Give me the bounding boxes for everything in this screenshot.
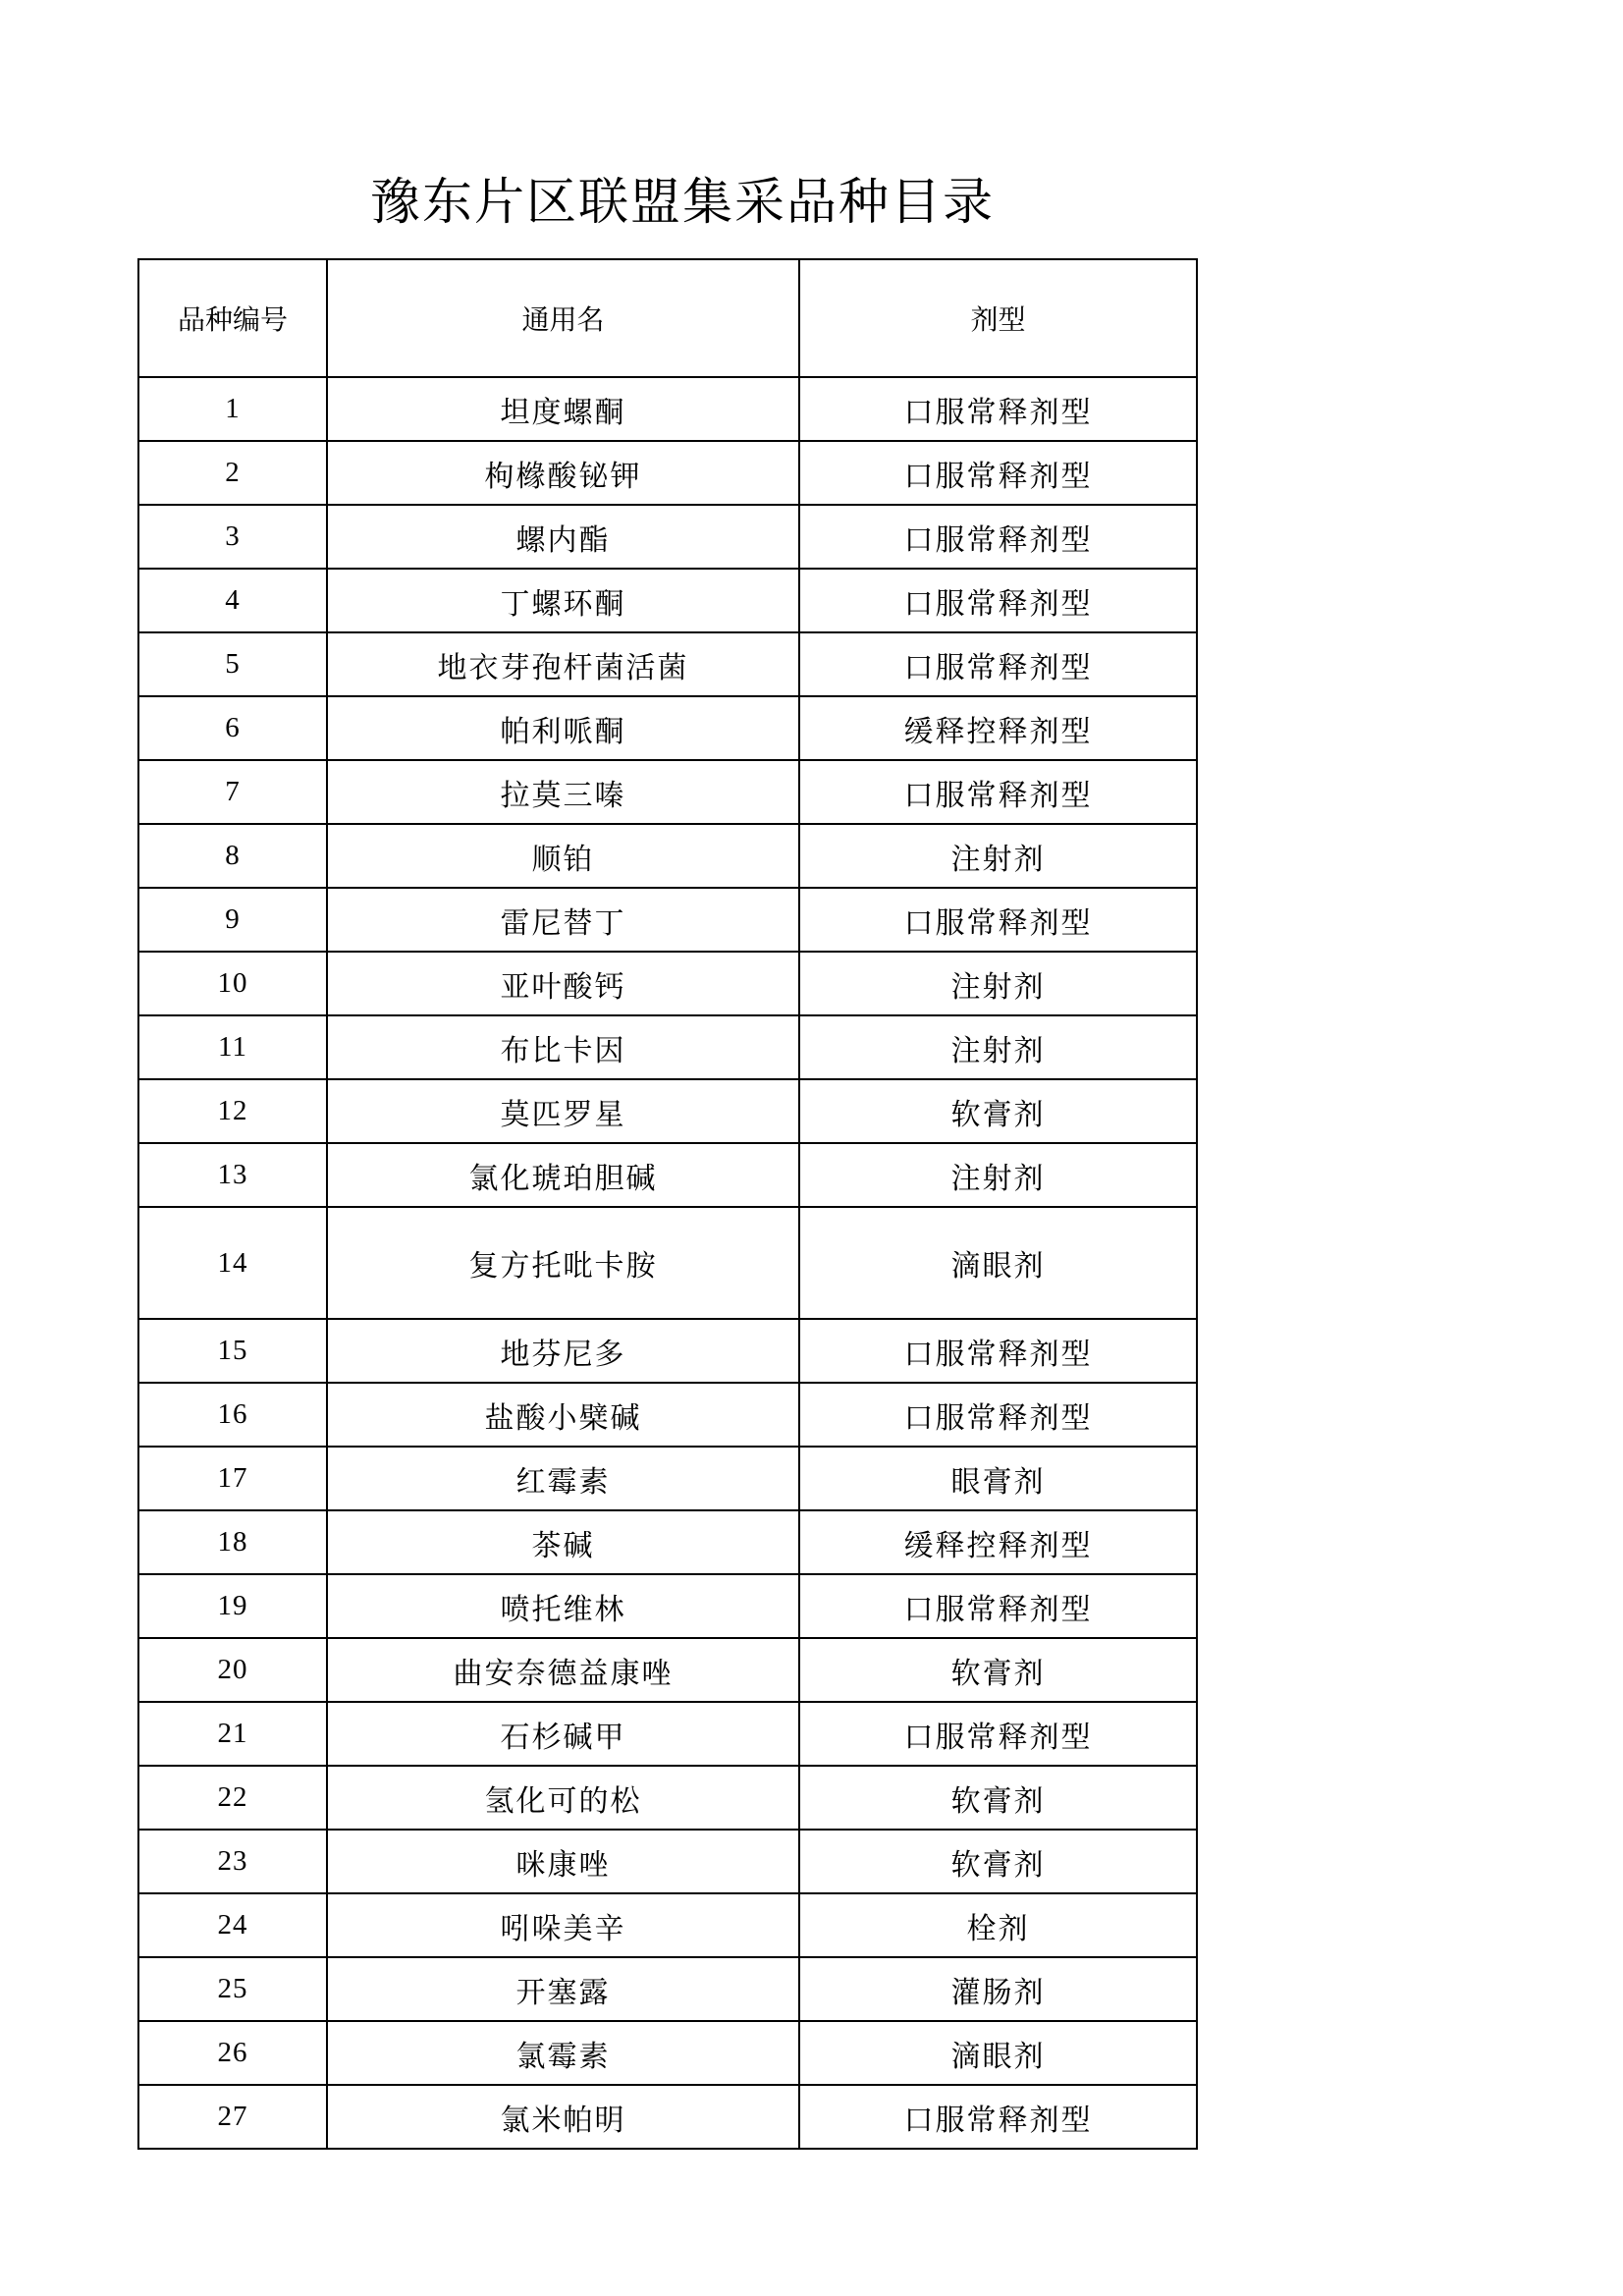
row-generic-name: 茶碱: [327, 1510, 799, 1574]
row-number: 9: [138, 888, 327, 952]
table-row: [138, 1015, 1197, 1079]
row-generic-name: 红霉素: [327, 1447, 799, 1510]
document-title: 豫东片区联盟集采品种目录: [370, 174, 996, 232]
row-dosage-form: 滴眼剂: [799, 2021, 1197, 2085]
row-number: 23: [138, 1830, 327, 1893]
row-number: 21: [138, 1702, 327, 1766]
row-generic-name: 丁螺环酮: [327, 569, 799, 632]
table-row: [138, 952, 1197, 1015]
row-dosage-form: 口服常释剂型: [799, 760, 1197, 824]
row-dosage-form: 缓释控释剂型: [799, 1510, 1197, 1574]
row-generic-name: 氯化琥珀胆碱: [327, 1143, 799, 1207]
table-row: [138, 1574, 1197, 1638]
row-dosage-form: 口服常释剂型: [799, 1574, 1197, 1638]
row-number: 19: [138, 1574, 327, 1638]
row-number: 3: [138, 505, 327, 569]
row-number: 10: [138, 952, 327, 1015]
row-dosage-form: 口服常释剂型: [799, 888, 1197, 952]
row-generic-name: 雷尼替丁: [327, 888, 799, 952]
row-number: 25: [138, 1957, 327, 2021]
table-row: [138, 632, 1197, 696]
row-number: 7: [138, 760, 327, 824]
row-dosage-form: 注射剂: [799, 1143, 1197, 1207]
table-row: [138, 888, 1197, 952]
row-generic-name: 氢化可的松: [327, 1766, 799, 1830]
row-number: 18: [138, 1510, 327, 1574]
row-number: 6: [138, 696, 327, 760]
row-generic-name: 莫匹罗星: [327, 1079, 799, 1143]
table-row: [138, 1510, 1197, 1574]
row-number: 17: [138, 1447, 327, 1510]
header-dosage-form: 剂型: [799, 259, 1197, 377]
row-dosage-form: 缓释控释剂型: [799, 696, 1197, 760]
row-dosage-form: 口服常释剂型: [799, 505, 1197, 569]
table-row: [138, 377, 1197, 441]
table-row: [138, 2021, 1197, 2085]
row-generic-name: 地芬尼多: [327, 1319, 799, 1383]
row-dosage-form: 软膏剂: [799, 1638, 1197, 1702]
row-number: 26: [138, 2021, 327, 2085]
row-generic-name: 亚叶酸钙: [327, 952, 799, 1015]
header-generic-name: 通用名: [327, 259, 799, 377]
row-number: 12: [138, 1079, 327, 1143]
table-row: [138, 569, 1197, 632]
table-row: [138, 1143, 1197, 1207]
row-generic-name: 吲哚美辛: [327, 1893, 799, 1957]
row-generic-name: 喷托维林: [327, 1574, 799, 1638]
row-generic-name: 拉莫三嗪: [327, 760, 799, 824]
table-row: [138, 1447, 1197, 1510]
row-number: 27: [138, 2085, 327, 2149]
row-dosage-form: 软膏剂: [799, 1766, 1197, 1830]
row-generic-name: 布比卡因: [327, 1015, 799, 1079]
row-number: 16: [138, 1383, 327, 1447]
table-row: [138, 1702, 1197, 1766]
table-row: [138, 2085, 1197, 2149]
row-generic-name: 开塞露: [327, 1957, 799, 2021]
row-number: 11: [138, 1015, 327, 1079]
row-generic-name: 石杉碱甲: [327, 1702, 799, 1766]
row-generic-name: 螺内酯: [327, 505, 799, 569]
row-generic-name: 帕利哌酮: [327, 696, 799, 760]
row-dosage-form: 栓剂: [799, 1893, 1197, 1957]
table-row: [138, 1893, 1197, 1957]
table-row: [138, 441, 1197, 505]
row-generic-name: 地衣芽孢杆菌活菌: [327, 632, 799, 696]
row-dosage-form: 口服常释剂型: [799, 2085, 1197, 2149]
table-row: [138, 1830, 1197, 1893]
row-dosage-form: 口服常释剂型: [799, 569, 1197, 632]
row-number: 8: [138, 824, 327, 888]
row-dosage-form: 口服常释剂型: [799, 1383, 1197, 1447]
row-dosage-form: 眼膏剂: [799, 1447, 1197, 1510]
row-dosage-form: 灌肠剂: [799, 1957, 1197, 2021]
row-number: 14: [138, 1207, 327, 1319]
table-row: [138, 1207, 1197, 1319]
table-row: [138, 696, 1197, 760]
row-number: 13: [138, 1143, 327, 1207]
table-row: [138, 824, 1197, 888]
row-dosage-form: 口服常释剂型: [799, 1702, 1197, 1766]
row-generic-name: 曲安奈德益康唑: [327, 1638, 799, 1702]
row-number: 5: [138, 632, 327, 696]
row-generic-name: 复方托吡卡胺: [327, 1207, 799, 1319]
header-number: 品种编号: [138, 259, 327, 377]
table-row: [138, 1766, 1197, 1830]
row-generic-name: 坦度螺酮: [327, 377, 799, 441]
row-dosage-form: 口服常释剂型: [799, 632, 1197, 696]
row-number: 4: [138, 569, 327, 632]
table-row: [138, 760, 1197, 824]
row-dosage-form: 口服常释剂型: [799, 1319, 1197, 1383]
row-dosage-form: 注射剂: [799, 824, 1197, 888]
row-generic-name: 氯米帕明: [327, 2085, 799, 2149]
row-dosage-form: 注射剂: [799, 1015, 1197, 1079]
table-row: [138, 1079, 1197, 1143]
row-number: 20: [138, 1638, 327, 1702]
table-row: [138, 505, 1197, 569]
drug-catalog-table: [137, 258, 1198, 2150]
row-generic-name: 氯霉素: [327, 2021, 799, 2085]
row-dosage-form: 口服常释剂型: [799, 377, 1197, 441]
row-generic-name: 枸橼酸铋钾: [327, 441, 799, 505]
row-generic-name: 咪康唑: [327, 1830, 799, 1893]
row-dosage-form: 注射剂: [799, 952, 1197, 1015]
table-row: [138, 1383, 1197, 1447]
table-row: [138, 1957, 1197, 2021]
row-number: 2: [138, 441, 327, 505]
table-row: [138, 1319, 1197, 1383]
row-dosage-form: 滴眼剂: [799, 1207, 1197, 1319]
row-dosage-form: 软膏剂: [799, 1830, 1197, 1893]
row-generic-name: 顺铂: [327, 824, 799, 888]
row-number: 24: [138, 1893, 327, 1957]
row-dosage-form: 口服常释剂型: [799, 441, 1197, 505]
table-header-row: [138, 259, 1197, 377]
row-number: 15: [138, 1319, 327, 1383]
row-number: 1: [138, 377, 327, 441]
row-generic-name: 盐酸小檗碱: [327, 1383, 799, 1447]
table-row: [138, 1638, 1197, 1702]
row-dosage-form: 软膏剂: [799, 1079, 1197, 1143]
row-number: 22: [138, 1766, 327, 1830]
